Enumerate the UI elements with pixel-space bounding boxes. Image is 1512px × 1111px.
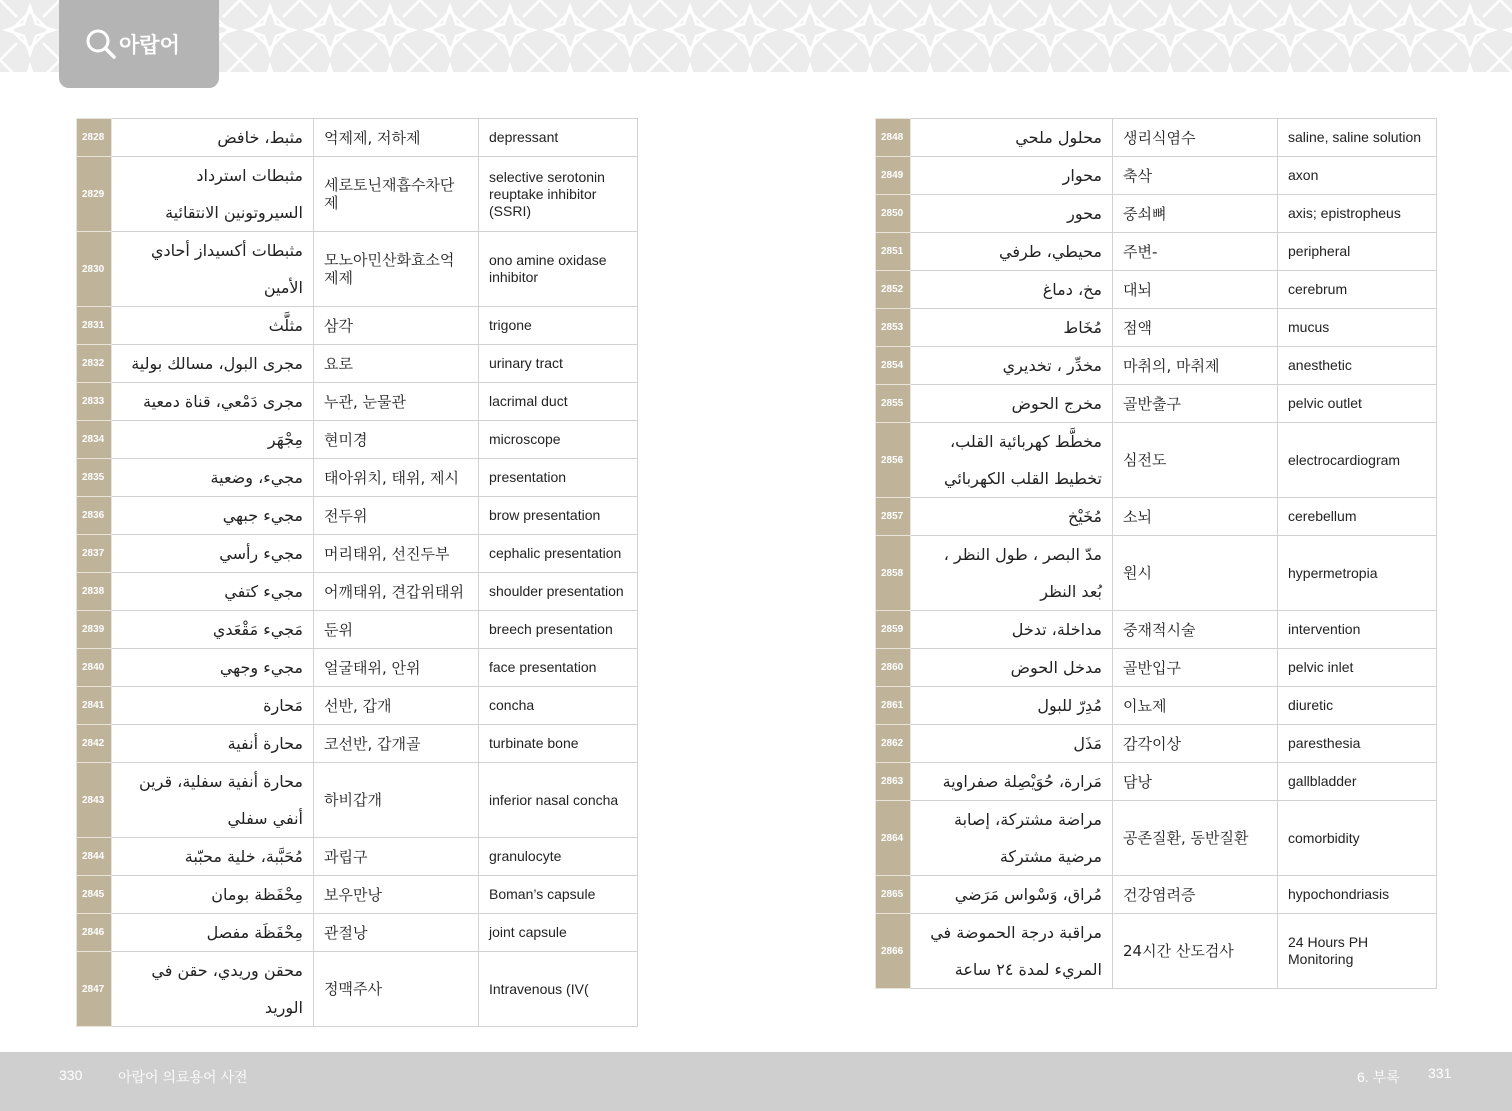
english-term: gallbladder	[1278, 763, 1437, 801]
arabic-term: مَحارة	[112, 687, 314, 725]
english-term: brow presentation	[479, 497, 638, 535]
korean-term: 정맥주사	[314, 952, 479, 1027]
arabic-term: مخدِّر ، تخديري	[911, 347, 1113, 385]
arabic-term: مراقبة درجة الحموضة في المريء لمدة ٢٤ ساعة	[911, 914, 1113, 989]
english-term: concha	[479, 687, 638, 725]
english-term: hypermetropia	[1278, 536, 1437, 611]
korean-term: 억제제, 저하제	[314, 119, 479, 157]
english-term: hypochondriasis	[1278, 876, 1437, 914]
arabic-term: مُخَاط	[911, 309, 1113, 347]
arabic-term: مَجيء مَقْعَدي	[112, 611, 314, 649]
english-term: intervention	[1278, 611, 1437, 649]
table-row	[876, 611, 1437, 649]
korean-term: 소뇌	[1113, 498, 1278, 536]
english-term: turbinate bone	[479, 725, 638, 763]
arabic-term: محارة أنفية سفلية، قرين أنفي سفلي	[112, 763, 314, 838]
english-term: shoulder presentation	[479, 573, 638, 611]
table-row	[876, 423, 1437, 498]
table-row	[77, 573, 638, 611]
table-row	[77, 421, 638, 459]
english-term: electrocardiogram	[1278, 423, 1437, 498]
arabic-term: مِحْفَظَة مفصل	[112, 914, 314, 952]
entry-number: 2840	[77, 649, 112, 687]
korean-term: 둔위	[314, 611, 479, 649]
entry-number: 2846	[77, 914, 112, 952]
english-term: axis; epistropheus	[1278, 195, 1437, 233]
entry-number: 2835	[77, 459, 112, 497]
korean-term: 생리식염수	[1113, 119, 1278, 157]
korean-term: 골반입구	[1113, 649, 1278, 687]
korean-term: 관절낭	[314, 914, 479, 952]
korean-term: 전두위	[314, 497, 479, 535]
entry-number: 2850	[876, 195, 911, 233]
entry-number: 2832	[77, 345, 112, 383]
table-row	[77, 952, 638, 1027]
table-row	[77, 157, 638, 232]
table-row	[77, 535, 638, 573]
english-term: comorbidity	[1278, 801, 1437, 876]
arabic-term: مثلَّث	[112, 307, 314, 345]
dictionary-table-right	[875, 118, 1437, 989]
arabic-term: مدخل الحوض	[911, 649, 1113, 687]
decorative-pattern-band	[0, 0, 1512, 72]
korean-term: 점액	[1113, 309, 1278, 347]
entry-number: 2862	[876, 725, 911, 763]
english-term: face presentation	[479, 649, 638, 687]
table-row	[876, 271, 1437, 309]
entry-number: 2829	[77, 157, 112, 232]
english-term: microscope	[479, 421, 638, 459]
table-row	[77, 725, 638, 763]
arabic-term: مُدِرّ للبول	[911, 687, 1113, 725]
table-row	[876, 763, 1437, 801]
table-row	[876, 233, 1437, 271]
english-term: pelvic outlet	[1278, 385, 1437, 423]
arabic-term: مجيء كتفي	[112, 573, 314, 611]
arabic-term: مجرى البول، مسالك بولية	[112, 345, 314, 383]
entry-number: 2857	[876, 498, 911, 536]
korean-term: 원시	[1113, 536, 1278, 611]
english-term: 24 Hours PH Monitoring	[1278, 914, 1437, 989]
arabic-term: مثبط، خافض	[112, 119, 314, 157]
english-term: trigone	[479, 307, 638, 345]
arabic-term: مِحْفَظة بومان	[112, 876, 314, 914]
korean-term: 요로	[314, 345, 479, 383]
table-row	[876, 309, 1437, 347]
korean-term: 이뇨제	[1113, 687, 1278, 725]
entry-number: 2834	[77, 421, 112, 459]
arabic-term: مخ، دماغ	[911, 271, 1113, 309]
table-row	[77, 119, 638, 157]
english-term: granulocyte	[479, 838, 638, 876]
section-tab	[59, 0, 219, 88]
table-row	[876, 498, 1437, 536]
arabic-term: محقن وريدي، حقن في الوريد	[112, 952, 314, 1027]
english-term: paresthesia	[1278, 725, 1437, 763]
korean-term: 중쇠뼈	[1113, 195, 1278, 233]
korean-term: 보우만낭	[314, 876, 479, 914]
entry-number: 2839	[77, 611, 112, 649]
table-row	[876, 347, 1437, 385]
korean-term: 축삭	[1113, 157, 1278, 195]
table-row	[77, 232, 638, 307]
table-row	[77, 687, 638, 725]
table-row	[77, 876, 638, 914]
entry-number: 2833	[77, 383, 112, 421]
korean-term: 머리태위, 선진두부	[314, 535, 479, 573]
arabic-term: مجيء، وضعية	[112, 459, 314, 497]
table-row	[876, 914, 1437, 989]
arabic-term: مداخلة، تدخل	[911, 611, 1113, 649]
english-term: anesthetic	[1278, 347, 1437, 385]
korean-term: 24시간 산도검사	[1113, 914, 1278, 989]
table-row	[876, 876, 1437, 914]
table-row	[876, 157, 1437, 195]
table-row	[77, 345, 638, 383]
table-row	[876, 725, 1437, 763]
entry-number: 2852	[876, 271, 911, 309]
korean-term: 선반, 갑개	[314, 687, 479, 725]
table-row	[77, 838, 638, 876]
english-term: joint capsule	[479, 914, 638, 952]
english-term: pelvic inlet	[1278, 649, 1437, 687]
entry-number: 2841	[77, 687, 112, 725]
entry-number: 2844	[77, 838, 112, 876]
entry-number: 2865	[876, 876, 911, 914]
korean-term: 건강염려증	[1113, 876, 1278, 914]
english-term: lacrimal duct	[479, 383, 638, 421]
entry-number: 2845	[77, 876, 112, 914]
english-term: cerebellum	[1278, 498, 1437, 536]
entry-number: 2861	[876, 687, 911, 725]
english-term: saline, saline solution	[1278, 119, 1437, 157]
english-term: cerebrum	[1278, 271, 1437, 309]
korean-term: 얼굴태위, 안위	[314, 649, 479, 687]
english-term: breech presentation	[479, 611, 638, 649]
english-term: selective serotonin reuptake inhibitor (SSRI)	[479, 157, 638, 232]
arabic-term: محارة أنفية	[112, 725, 314, 763]
arabic-term: محور	[911, 195, 1113, 233]
arabic-term: مثبطات استرداد السيروتونين الانتقائية	[112, 157, 314, 232]
korean-term: 하비갑개	[314, 763, 479, 838]
arabic-term: مدّ البصر ، طول النظر ، بُعد النظر	[911, 536, 1113, 611]
entry-number: 2851	[876, 233, 911, 271]
english-term: mucus	[1278, 309, 1437, 347]
arabic-term: مراضة مشتركة، إصابة مرضية مشتركة	[911, 801, 1113, 876]
entry-number: 2836	[77, 497, 112, 535]
page-footer	[0, 1052, 1512, 1111]
entry-number: 2853	[876, 309, 911, 347]
english-term: diuretic	[1278, 687, 1437, 725]
entry-number: 2848	[876, 119, 911, 157]
entry-number: 2863	[876, 763, 911, 801]
dictionary-table-left	[76, 118, 638, 1027]
entry-number: 2864	[876, 801, 911, 876]
table-row	[77, 497, 638, 535]
geometric-pattern	[0, 0, 1512, 72]
entry-number: 2859	[876, 611, 911, 649]
table-row	[876, 536, 1437, 611]
entry-number: 2856	[876, 423, 911, 498]
english-term: peripheral	[1278, 233, 1437, 271]
arabic-term: محوار	[911, 157, 1113, 195]
table-row	[876, 801, 1437, 876]
korean-term: 어깨태위, 견갑위태위	[314, 573, 479, 611]
korean-term: 현미경	[314, 421, 479, 459]
arabic-term: مِجْهَر	[112, 421, 314, 459]
korean-term: 중재적시술	[1113, 611, 1278, 649]
korean-term: 대뇌	[1113, 271, 1278, 309]
korean-term: 주변-	[1113, 233, 1278, 271]
entry-number: 2828	[77, 119, 112, 157]
english-term: urinary tract	[479, 345, 638, 383]
entry-number: 2849	[876, 157, 911, 195]
korean-term: 골반출구	[1113, 385, 1278, 423]
table-row	[876, 385, 1437, 423]
arabic-term: محيطي، طرفي	[911, 233, 1113, 271]
arabic-term: مُحَبَّبة، خلية محبّبة	[112, 838, 314, 876]
arabic-term: مُراق، وَسْواس مَرَضي	[911, 876, 1113, 914]
table-row	[77, 649, 638, 687]
table-row	[77, 611, 638, 649]
korean-term: 코선반, 갑개골	[314, 725, 479, 763]
left-page-number: 330	[59, 1067, 83, 1083]
arabic-term: مجيء جبهي	[112, 497, 314, 535]
arabic-term: مَرارة، حُوَيْصِلة صفراوية	[911, 763, 1113, 801]
arabic-term: مجيء وجهي	[112, 649, 314, 687]
english-term: inferior nasal concha	[479, 763, 638, 838]
entry-number: 2860	[876, 649, 911, 687]
right-running-title: 6. 부록	[1357, 1069, 1400, 1085]
korean-term: 감각이상	[1113, 725, 1278, 763]
arabic-term: مُخَيْخ	[911, 498, 1113, 536]
table-row	[77, 307, 638, 345]
entry-number: 2837	[77, 535, 112, 573]
korean-term: 태아위치, 태위, 제시	[314, 459, 479, 497]
entry-number: 2843	[77, 763, 112, 838]
entry-number: 2831	[77, 307, 112, 345]
arabic-term: مجرى دَمْعي، قناة دمعية	[112, 383, 314, 421]
korean-term: 삼각	[314, 307, 479, 345]
table-row	[876, 649, 1437, 687]
table-row	[876, 687, 1437, 725]
left-running-title: 아랍어 의료용어 사전	[118, 1069, 248, 1085]
english-term: presentation	[479, 459, 638, 497]
english-term: depressant	[479, 119, 638, 157]
entry-number: 2858	[876, 536, 911, 611]
table-row	[77, 459, 638, 497]
table-row	[876, 119, 1437, 157]
arabic-term: مجيء رأسي	[112, 535, 314, 573]
korean-term: 과립구	[314, 838, 479, 876]
korean-term: 세로토닌재흡수차단제	[314, 157, 479, 232]
entry-number: 2838	[77, 573, 112, 611]
entry-number: 2847	[77, 952, 112, 1027]
korean-term: 누관, 눈물관	[314, 383, 479, 421]
english-term: ono amine oxidase inhibitor	[479, 232, 638, 307]
english-term: Boman’s capsule	[479, 876, 638, 914]
arabic-term: مَذَل	[911, 725, 1113, 763]
search-icon	[85, 28, 117, 60]
entry-number: 2830	[77, 232, 112, 307]
korean-term: 마취의, 마취제	[1113, 347, 1278, 385]
arabic-term: مثبطات أكسيداز أحادي الأمين	[112, 232, 314, 307]
table-row	[77, 763, 638, 838]
table-row	[876, 195, 1437, 233]
arabic-term: مخطَّط كهربائية القلب، تخطيط القلب الكهربائي	[911, 423, 1113, 498]
entry-number: 2855	[876, 385, 911, 423]
korean-term: 모노아민산화효소억제제	[314, 232, 479, 307]
entry-number: 2866	[876, 914, 911, 989]
english-term: cephalic presentation	[479, 535, 638, 573]
english-term: Intravenous (IV(	[479, 952, 638, 1027]
table-row	[77, 914, 638, 952]
entry-number: 2842	[77, 725, 112, 763]
arabic-term: محلول ملحي	[911, 119, 1113, 157]
korean-term: 공존질환, 동반질환	[1113, 801, 1278, 876]
korean-term: 담낭	[1113, 763, 1278, 801]
korean-term: 심전도	[1113, 423, 1278, 498]
table-row	[77, 383, 638, 421]
arabic-term: مخرج الحوض	[911, 385, 1113, 423]
entry-number: 2854	[876, 347, 911, 385]
right-page-number: 331	[1428, 1065, 1452, 1081]
english-term: axon	[1278, 157, 1437, 195]
section-title: 아랍어	[119, 34, 180, 57]
